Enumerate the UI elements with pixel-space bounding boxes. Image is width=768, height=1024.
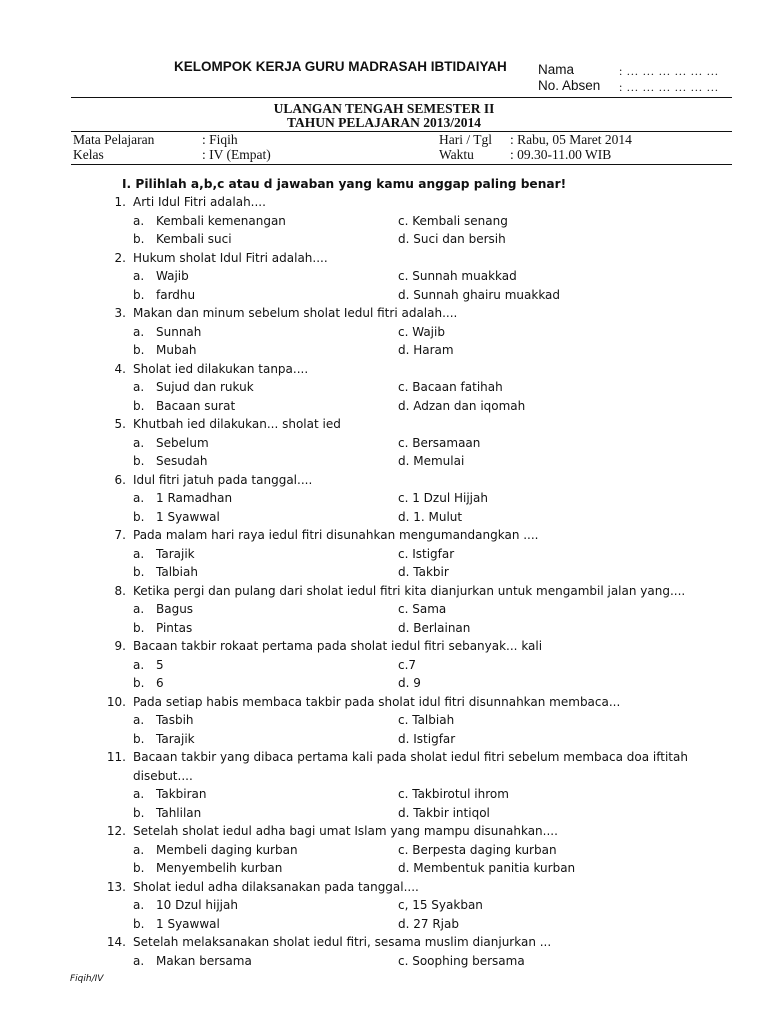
option-d: d. Haram — [398, 343, 454, 357]
meta-rule — [71, 164, 732, 165]
option-c: c. Bacaan fatihah — [398, 380, 503, 394]
question-text: Ketika pergi dan pulang dari sholat iedul fitri kita dianjurkan untuk mengambil jalan yang.... — [133, 583, 686, 598]
option-b-letter: b. — [133, 343, 145, 357]
header-rule — [71, 97, 732, 98]
time-label: Waktu — [439, 147, 474, 162]
option-c: c.7 — [398, 657, 417, 672]
question-number: 9. — [114, 639, 126, 653]
option-b-letter: b. — [133, 398, 145, 413]
option-c: c. Soophing bersama — [398, 953, 525, 968]
option-b: Menyembelih kurban — [156, 861, 283, 875]
option-b: Pintas — [156, 620, 193, 635]
option-b: 6 — [156, 676, 164, 690]
option-a: Membeli daging kurban — [156, 842, 298, 857]
date-label: Hari / Tgl — [439, 132, 492, 147]
question-number: 10. — [106, 694, 126, 709]
exam-title: ULANGAN TENGAH SEMESTER II — [273, 101, 495, 116]
question-number: 1. — [114, 195, 126, 209]
option-b-letter: b. — [133, 565, 145, 579]
question-text: Hukum sholat Idul Fitri adalah.... — [133, 250, 328, 265]
date-value: : Rabu, 05 Maret 2014 — [510, 132, 632, 147]
option-b-letter: b. — [133, 861, 145, 875]
option-a: Sebelum — [156, 435, 209, 450]
option-b-letter: b. — [133, 454, 145, 468]
instruction: I. Pilihlah a,b,c atau d jawaban yang kamu anggap paling benar! — [122, 177, 567, 191]
option-d: d. Sunnah ghairu muakkad — [398, 287, 561, 302]
class-value: : IV (Empat) — [202, 147, 271, 162]
question-number: 4. — [114, 361, 126, 376]
option-a-letter: a. — [133, 380, 145, 394]
question-number: 3. — [114, 306, 126, 320]
option-a-letter: a. — [133, 713, 145, 727]
option-b: Mubah — [156, 343, 197, 357]
option-c: c. 1 Dzul Hijjah — [398, 491, 488, 505]
option-a-letter: a. — [133, 269, 145, 283]
question-text: Sholat ied dilakukan tanpa.... — [133, 361, 309, 376]
question-number: 13. — [106, 879, 126, 894]
option-b-letter: b. — [133, 232, 145, 246]
option-d: d. Takbir intiqol — [398, 805, 490, 820]
subject-label: Mata Pelajaran — [73, 132, 155, 147]
option-a: 10 Dzul hijjah — [156, 898, 238, 912]
option-a: Sunnah — [156, 324, 202, 339]
question-text: Pada malam hari raya iedul fitri disunahkan mengumandangkan .... — [133, 528, 539, 542]
question-text: Sholat iedul adha dilaksanakan pada tanggal.... — [133, 879, 419, 894]
option-c: c. Sama — [398, 602, 447, 616]
subject-value: : Fiqih — [202, 132, 238, 147]
option-d: d. Adzan dan iqomah — [398, 398, 526, 413]
option-a-letter: a. — [133, 787, 145, 801]
question-number: 2. — [114, 250, 126, 265]
option-d: d. Memulai — [398, 454, 465, 468]
option-a: Takbiran — [156, 787, 207, 801]
footer-label: Fiqih/IV — [70, 974, 104, 984]
question-number: 11. — [106, 750, 126, 764]
option-d: d. Istigfar — [398, 731, 456, 746]
option-a: Tarajik — [156, 546, 195, 561]
question-text: Bacaan takbir yang dibaca pertama kali pada sholat iedul fitri sebelum membaca doa iftitah — [133, 750, 688, 764]
option-a: Sujud dan rukuk — [156, 380, 254, 394]
option-a: Makan bersama — [156, 953, 252, 968]
class-label: Kelas — [73, 147, 104, 162]
option-b-letter: b. — [133, 620, 145, 635]
option-c: c. Berpesta daging kurban — [398, 842, 557, 857]
option-b: Tahlilan — [156, 805, 202, 820]
option-a-letter: a. — [133, 657, 145, 672]
option-d: d. 27 Rjab — [398, 916, 459, 931]
question-text: Pada setiap habis membaca takbir pada sholat idul fitri disunnahkan membaca... — [133, 694, 621, 709]
academic-year: TAHUN PELAJARAN 2013/2014 — [286, 115, 481, 130]
question-text: Setelah sholat iedul adha bagi umat Islam yang mampu disunahkan.... — [133, 824, 558, 838]
option-a-letter: a. — [133, 491, 145, 505]
option-d: d. Membentuk panitia kurban — [398, 861, 576, 875]
option-b: Sesudah — [156, 454, 208, 468]
option-a-letter: a. — [133, 953, 145, 968]
option-b: Bacaan surat — [156, 398, 236, 413]
absence-number-label: No. Absen — [538, 78, 601, 93]
option-a-letter: a. — [133, 602, 145, 616]
option-d: d. Takbir — [398, 565, 449, 579]
option-c: c. Takbirotul ihrom — [398, 787, 509, 801]
option-c: c. Istigfar — [398, 546, 455, 561]
question-text-continued: disebut.... — [133, 768, 193, 783]
option-a-letter: a. — [133, 546, 145, 561]
question-number: 12. — [106, 824, 126, 838]
option-c: c, 15 Syakban — [398, 898, 483, 912]
option-b-letter: b. — [133, 916, 145, 931]
option-a: Bagus — [156, 602, 194, 616]
option-a: Tasbih — [156, 713, 194, 727]
option-a-letter: a. — [133, 213, 145, 228]
name-blank: : … … … … … … — [619, 64, 719, 78]
option-a-letter: a. — [133, 435, 145, 450]
option-b: Talbiah — [156, 565, 198, 579]
option-a: 1 Ramadhan — [156, 491, 233, 505]
time-value: : 09.30-11.00 WIB — [510, 147, 612, 162]
option-a-letter: a. — [133, 324, 145, 339]
question-number: 5. — [114, 417, 126, 431]
option-b-letter: b. — [133, 805, 145, 820]
option-c: c. Talbiah — [398, 713, 455, 727]
option-b: fardhu — [156, 287, 196, 302]
option-b-letter: b. — [133, 287, 145, 302]
option-a: Wajib — [156, 269, 189, 283]
question-number: 6. — [114, 472, 126, 487]
question-text: Arti Idul Fitri adalah.... — [133, 195, 266, 209]
option-b-letter: b. — [133, 509, 145, 524]
option-b: Tarajik — [156, 731, 195, 746]
option-c: c. Kembali senang — [398, 213, 508, 228]
option-d: d. Suci dan bersih — [398, 232, 506, 246]
option-a: 5 — [156, 657, 164, 672]
question-text: Bacaan takbir rokaat pertama pada sholat iedul fitri sebanyak... kali — [133, 639, 543, 653]
option-b: 1 Syawwal — [156, 509, 220, 524]
option-d: d. 9 — [398, 676, 421, 690]
option-c: c. Sunnah muakkad — [398, 269, 517, 283]
option-b-letter: b. — [133, 731, 145, 746]
name-label: Nama — [538, 62, 575, 77]
question-number: 14. — [106, 935, 126, 949]
question-number: 8. — [114, 583, 126, 598]
question-text: Khutbah ied dilakukan... sholat ied — [133, 417, 341, 431]
absence-number-blank: : … … … … … … — [619, 80, 719, 94]
question-text: Idul fitri jatuh pada tanggal.... — [133, 472, 313, 487]
option-b-letter: b. — [133, 676, 145, 690]
option-c: c. Bersamaan — [398, 435, 481, 450]
option-b: Kembali suci — [156, 232, 232, 246]
option-d: d. 1. Mulut — [398, 509, 463, 524]
option-a-letter: a. — [133, 898, 145, 912]
question-text: Makan dan minum sebelum sholat Iedul fitri adalah.... — [133, 306, 458, 320]
question-text: Setelah melaksanakan sholat iedul fitri, sesama muslim dianjurkan ... — [133, 935, 552, 949]
option-a: Kembali kemenangan — [156, 213, 286, 228]
option-d: d. Berlainan — [398, 620, 471, 635]
question-number: 7. — [114, 528, 126, 542]
option-c: c. Wajib — [398, 324, 445, 339]
school-name: KELOMPOK KERJA GURU MADRASAH IBTIDAIYAH — [174, 59, 507, 74]
option-a-letter: a. — [133, 842, 145, 857]
title-rule — [71, 131, 732, 132]
option-b: 1 Syawwal — [156, 916, 220, 931]
